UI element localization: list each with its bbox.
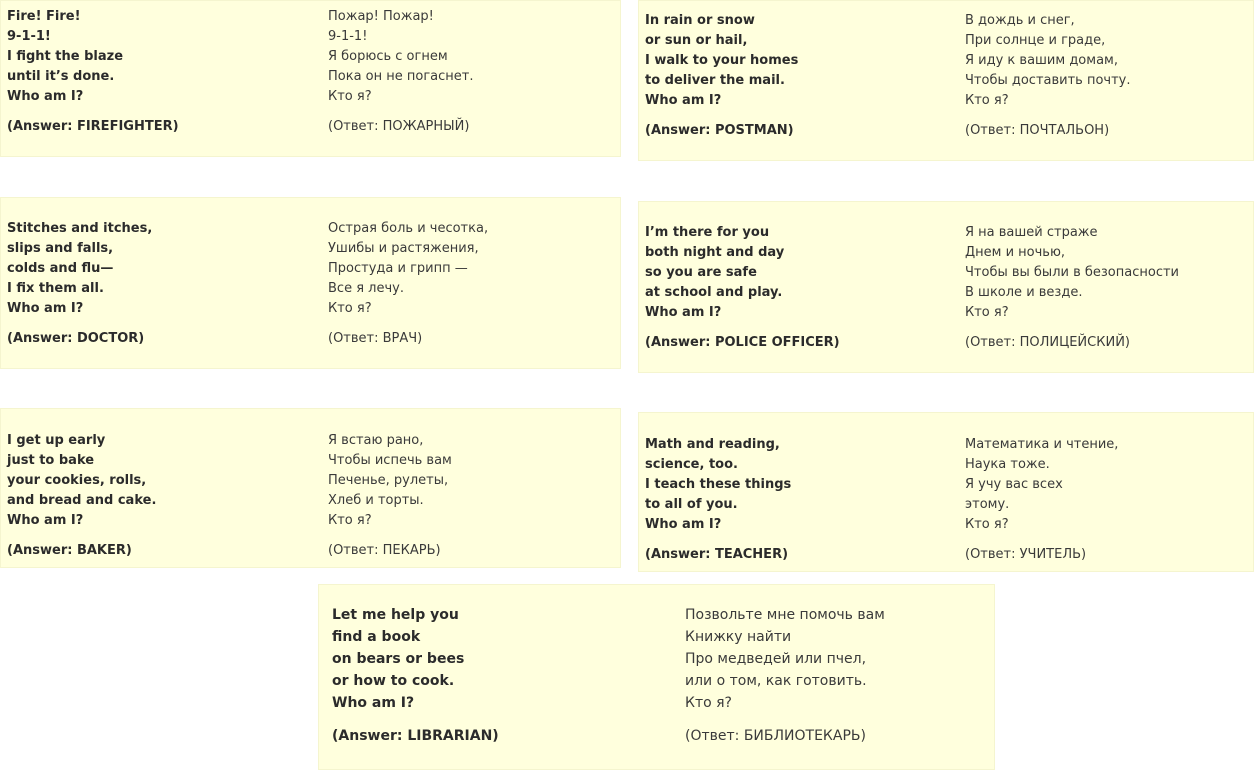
riddle-line: find a book <box>332 629 421 645</box>
riddle-answer: (Answer: DOCTOR) <box>7 331 145 346</box>
english-riddle <box>7 431 156 561</box>
riddle-line: Кто я? <box>328 89 372 104</box>
riddle-line: Позвольте мне помочь вам <box>685 607 885 623</box>
riddle-line: both night and day <box>645 245 785 260</box>
riddle-line: Я учу вас всех <box>965 477 1063 492</box>
riddle-line: Днем и ночью, <box>965 245 1066 260</box>
riddle-line: I’m there for you <box>645 225 770 240</box>
riddle-line: Математика и чтение, <box>965 437 1119 452</box>
riddle-line: Я на вашей страже <box>965 225 1098 240</box>
riddle-line: colds and flu— <box>7 261 114 276</box>
english-riddle <box>332 604 499 747</box>
english-riddle <box>645 435 791 565</box>
russian-riddle <box>328 7 474 137</box>
riddle-line: Who am I? <box>332 695 415 711</box>
riddle-line: science, too. <box>645 457 738 472</box>
riddle-card-firefighter <box>0 0 621 157</box>
riddle-line: Чтобы доставить почту. <box>965 73 1131 88</box>
riddle-answer: (Ответ: ПЕКАРЬ) <box>328 543 441 558</box>
riddle-line: Math and reading, <box>645 437 780 452</box>
riddle-line: 9-1-1! <box>7 29 51 44</box>
riddle-line: I walk to your homes <box>645 53 799 68</box>
riddle-line: Хлеб и торты. <box>328 493 424 508</box>
riddle-line: at school and play. <box>645 285 783 300</box>
riddle-line: Кто я? <box>685 695 732 711</box>
riddle-line: Who am I? <box>645 93 722 108</box>
riddle-answer: (Ответ: ВРАЧ) <box>328 331 423 346</box>
riddle-line: Let me help you <box>332 607 459 623</box>
riddle-line: Все я лечу. <box>328 281 404 296</box>
riddle-answer: (Answer: POLICE OFFICER) <box>645 335 840 350</box>
riddle-line: so you are safe <box>645 265 757 280</box>
riddle-line: Кто я? <box>965 517 1009 532</box>
russian-riddle <box>965 435 1118 565</box>
riddle-line: or how to cook. <box>332 673 455 689</box>
riddle-line: your cookies, rolls, <box>7 473 147 488</box>
riddle-line: Who am I? <box>7 89 84 104</box>
riddle-card-baker <box>0 408 621 568</box>
riddle-answer: (Ответ: ПОЛИЦЕЙСКИЙ) <box>965 335 1130 350</box>
riddle-line: Чтобы вы были в безопасности <box>965 265 1179 280</box>
riddle-line: Наука тоже. <box>965 457 1050 472</box>
riddle-line: just to bake <box>7 453 95 468</box>
english-riddle <box>645 11 798 141</box>
riddle-line: Печенье, рулеты, <box>328 473 449 488</box>
riddle-answer: (Answer: BAKER) <box>7 543 132 558</box>
riddle-line: Who am I? <box>7 301 84 316</box>
russian-riddle <box>685 604 885 747</box>
riddle-answer: (Answer: FIREFIGHTER) <box>7 119 179 134</box>
riddle-line: Простуда и грипп — <box>328 261 468 276</box>
riddle-answer: (Answer: LIBRARIAN) <box>332 728 499 744</box>
riddle-line: 9-1-1! <box>328 29 368 44</box>
riddle-line: In rain or snow <box>645 13 755 28</box>
russian-riddle <box>328 431 452 561</box>
riddle-line: этому. <box>965 497 1010 512</box>
riddle-line: to all of you. <box>645 497 738 512</box>
riddle-line: Я иду к вашим домам, <box>965 53 1118 68</box>
riddle-line: until it’s done. <box>7 69 115 84</box>
riddle-line: Stitches and itches, <box>7 221 153 236</box>
riddle-line: Кто я? <box>965 93 1009 108</box>
riddle-card-police-officer <box>638 201 1254 373</box>
riddle-answer: (Ответ: ПОЧТАЛЬОН) <box>965 123 1110 138</box>
riddle-answer: (Answer: POSTMAN) <box>645 123 794 138</box>
english-riddle <box>7 7 179 137</box>
riddle-card-postman <box>638 0 1254 161</box>
riddle-line: Я встаю рано, <box>328 433 424 448</box>
riddle-line: Who am I? <box>645 517 722 532</box>
riddle-line: Про медведей или пчел, <box>685 651 867 667</box>
riddle-line: I get up early <box>7 433 106 448</box>
riddle-answer: (Ответ: БИБЛИОТЕКАРЬ) <box>685 728 866 744</box>
riddle-line: Who am I? <box>645 305 722 320</box>
riddle-line: или о том, как готовить. <box>685 673 867 689</box>
riddle-line: Острая боль и чесотка, <box>328 221 489 236</box>
riddle-card-doctor <box>0 197 621 369</box>
russian-riddle <box>328 219 488 349</box>
riddle-line: Пока он не погаснет. <box>328 69 474 84</box>
riddle-line: to deliver the mail. <box>645 73 785 88</box>
english-riddle <box>645 223 840 353</box>
russian-riddle <box>965 11 1131 141</box>
riddle-line: При солнце и граде, <box>965 33 1106 48</box>
riddle-line: Fire! Fire! <box>7 9 81 24</box>
riddle-line: or sun or hail, <box>645 33 748 48</box>
riddle-line: slips and falls, <box>7 241 114 256</box>
riddle-line: Who am I? <box>7 513 84 528</box>
riddle-line: Ушибы и растяжения, <box>328 241 479 256</box>
riddle-answer: (Answer: TEACHER) <box>645 547 789 562</box>
riddle-line: Кто я? <box>328 301 372 316</box>
riddle-line: Книжку найти <box>685 629 792 645</box>
riddle-answer: (Ответ: ПОЖАРНЫЙ) <box>328 119 470 134</box>
riddle-card-librarian <box>318 584 995 770</box>
russian-riddle <box>965 223 1179 353</box>
riddle-line: В школе и везде. <box>965 285 1083 300</box>
riddle-line: on bears or bees <box>332 651 465 667</box>
riddle-answer: (Ответ: УЧИТЕЛЬ) <box>965 547 1087 562</box>
riddle-line: and bread and cake. <box>7 493 157 508</box>
riddle-line: Я борюсь с огнем <box>328 49 448 64</box>
riddle-line: I fix them all. <box>7 281 104 296</box>
english-riddle <box>7 219 152 349</box>
riddle-line: I fight the blaze <box>7 49 124 64</box>
riddle-line: Кто я? <box>328 513 372 528</box>
riddle-card-teacher <box>638 412 1254 572</box>
riddle-line: I teach these things <box>645 477 792 492</box>
riddle-line: Пожар! Пожар! <box>328 9 434 24</box>
riddle-line: В дождь и снег, <box>965 13 1075 28</box>
riddle-line: Кто я? <box>965 305 1009 320</box>
riddle-line: Чтобы испечь вам <box>328 453 452 468</box>
